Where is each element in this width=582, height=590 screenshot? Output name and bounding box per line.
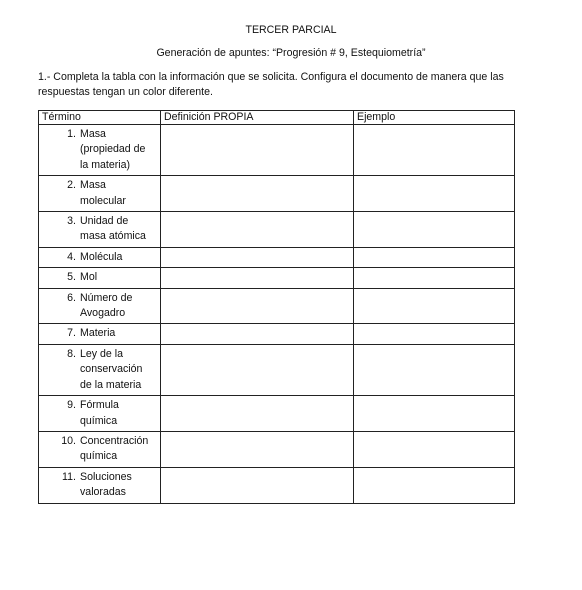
term-label (80, 326, 160, 341)
term-label-line: Unidad de (80, 215, 129, 228)
example-answer-cell[interactable] (354, 212, 515, 248)
table-row (39, 431, 515, 467)
example-answer-cell[interactable] (354, 396, 515, 432)
term-cell (39, 431, 161, 467)
header-term: Término (39, 111, 161, 125)
table-row (39, 212, 515, 248)
definition-answer-cell[interactable] (161, 125, 354, 176)
term-label (80, 214, 160, 245)
term-cell (39, 125, 161, 176)
term-label (80, 127, 160, 173)
table-row (39, 268, 515, 288)
header-definition: Definición PROPIA (161, 111, 354, 125)
table-body (39, 125, 515, 504)
term-label-line: la materia) (80, 158, 131, 171)
term-cell (39, 268, 161, 288)
term-cell (39, 176, 161, 212)
term-label-line: Fórmula (80, 399, 119, 412)
document-title: TERCER PARCIAL (245, 24, 337, 36)
document-subtitle: Generación de apuntes: “Progresión # 9, Estequiometría” (156, 47, 426, 59)
term-cell (39, 467, 161, 503)
example-answer-cell[interactable] (354, 176, 515, 212)
example-answer-cell[interactable] (354, 288, 515, 324)
definition-answer-cell[interactable] (161, 431, 354, 467)
term-label (80, 250, 160, 265)
term-label-line: masa atómica (80, 230, 146, 243)
definition-answer-cell[interactable] (161, 212, 354, 248)
term-label-line: Número de (80, 291, 133, 304)
term-cell (39, 396, 161, 432)
term-label-line: Masa (80, 128, 106, 140)
term-label-line: (propiedad de (80, 143, 146, 156)
term-label-line: química (80, 414, 118, 427)
example-answer-cell[interactable] (354, 125, 515, 176)
term-label-line: química (80, 450, 118, 463)
term-label (80, 291, 160, 322)
instructions-text: 1.- Completa la tabla con la información que se solicita. Configura el documento de manera que las respuestas tengan un color diferente. (38, 71, 504, 98)
term-cell (39, 344, 161, 395)
definition-answer-cell[interactable] (161, 324, 354, 344)
term-number: 4. (67, 250, 76, 263)
term-label-line: Concentración (80, 434, 149, 447)
definition-answer-cell[interactable] (161, 268, 354, 288)
term-number: 11. (62, 470, 76, 483)
term-label-line: de la materia (80, 378, 142, 391)
table-row (39, 247, 515, 267)
table-row (39, 125, 515, 176)
term-label-line: Mol (80, 271, 98, 284)
term-number: 1. (67, 128, 76, 140)
term-label (80, 470, 160, 501)
term-cell (39, 212, 161, 248)
definition-answer-cell[interactable] (161, 344, 354, 395)
term-number: 8. (67, 347, 76, 360)
term-cell (39, 247, 161, 267)
definition-answer-cell[interactable] (161, 396, 354, 432)
table-row (39, 396, 515, 432)
header-example: Ejemplo (354, 111, 515, 125)
term-cell (39, 288, 161, 324)
term-label-line: Molécula (80, 250, 123, 263)
term-number: 7. (67, 327, 76, 340)
definition-answer-cell[interactable] (161, 467, 354, 503)
term-label-line: Avogadro (80, 307, 126, 320)
term-number: 3. (67, 215, 76, 228)
term-label-line: Soluciones (80, 470, 132, 483)
term-label (80, 398, 160, 429)
definition-answer-cell[interactable] (161, 247, 354, 267)
term-number: 9. (67, 399, 76, 412)
term-label (80, 178, 160, 209)
example-answer-cell[interactable] (354, 247, 515, 267)
term-number: 5. (67, 271, 76, 284)
table-row (39, 176, 515, 212)
terms-table (38, 110, 515, 504)
term-label-line: conservación (80, 363, 143, 376)
term-label-line: Ley de la (80, 347, 123, 360)
table-header-row (39, 111, 515, 125)
example-answer-cell[interactable] (354, 324, 515, 344)
term-label-line: Materia (80, 327, 116, 340)
term-cell (39, 324, 161, 344)
term-label (80, 434, 160, 465)
table-row (39, 288, 515, 324)
term-number: 6. (67, 291, 76, 304)
term-label (80, 270, 160, 285)
example-answer-cell[interactable] (354, 268, 515, 288)
example-answer-cell[interactable] (354, 431, 515, 467)
example-answer-cell[interactable] (354, 344, 515, 395)
definition-answer-cell[interactable] (161, 288, 354, 324)
definition-answer-cell[interactable] (161, 176, 354, 212)
term-number: 10. (61, 434, 76, 447)
term-number: 2. (67, 179, 76, 192)
term-label-line: molecular (80, 194, 126, 207)
term-label-line: Masa (80, 179, 106, 192)
table-row (39, 324, 515, 344)
term-label-line: valoradas (80, 486, 126, 499)
example-answer-cell[interactable] (354, 467, 515, 503)
table-row (39, 344, 515, 395)
term-label (80, 347, 160, 393)
table-row (39, 467, 515, 503)
